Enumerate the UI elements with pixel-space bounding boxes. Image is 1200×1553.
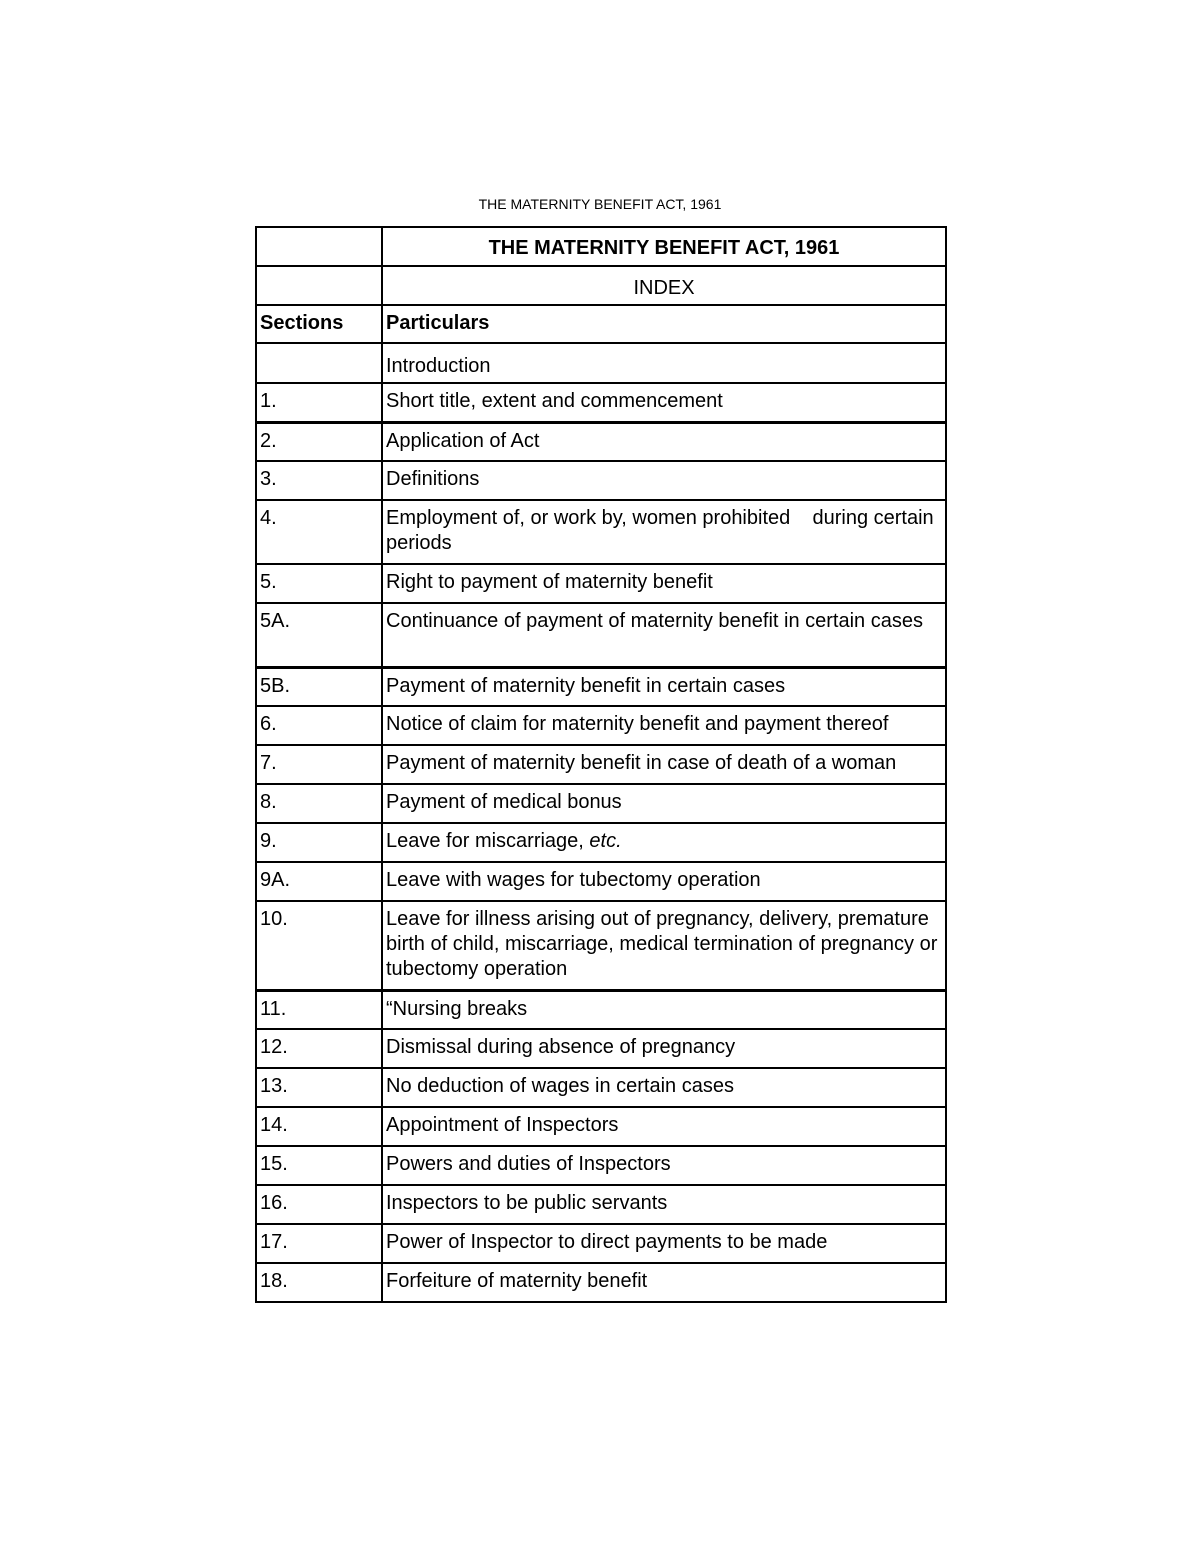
section-number: 10. [256,901,382,990]
table-row [256,1068,946,1107]
table-row [256,1107,946,1146]
table-row [256,1185,946,1224]
section-title: No deduction of wages in certain cases [382,1068,946,1107]
section-number: 12. [256,1029,382,1068]
table-row [256,667,946,706]
section-title: Payment of maternity benefit in certain cases [382,667,946,706]
section-number: 11. [256,990,382,1029]
section-title: Powers and duties of Inspectors [382,1146,946,1185]
section-title: Appointment of Inspectors [382,1107,946,1146]
table-row [256,745,946,784]
section-title: Short title, extent and commencement [382,383,946,422]
table-row [256,1146,946,1185]
table-row [256,1263,946,1302]
table-row [256,422,946,461]
section-title-text: Leave for miscarriage, [386,830,590,852]
table-header-row [256,305,946,343]
empty-cell [256,227,382,266]
index-table [255,226,947,1303]
section-number: 5. [256,564,382,603]
section-title: Payment of medical bonus [382,784,946,823]
section-title: Continuance of payment of maternity benefit in certain cases [382,603,946,667]
header-sections: Sections [256,305,382,343]
table-row [256,603,946,667]
section-title: Power of Inspector to direct payments to be made [382,1224,946,1263]
section-title: Application of Act [382,422,946,461]
section-number: 15. [256,1146,382,1185]
section-title: Notice of claim for maternity benefit and payment thereof [382,706,946,745]
section-title: Definitions [382,461,946,500]
section-title: Right to payment of maternity benefit [382,564,946,603]
table-row [256,1224,946,1263]
table-row [256,990,946,1029]
section-title [382,823,946,862]
section-title: Forfeiture of maternity benefit [382,1263,946,1302]
section-number: 9A. [256,862,382,901]
section-number: 8. [256,784,382,823]
section-title: Dismissal during absence of pregnancy [382,1029,946,1068]
table-row [256,862,946,901]
section-number: 17. [256,1224,382,1263]
section-title-italic: etc. [589,830,622,852]
section-number: 13. [256,1068,382,1107]
section-number: 16. [256,1185,382,1224]
section-number: 5A. [256,603,382,667]
table-row [256,706,946,745]
section-number: 2. [256,422,382,461]
table-subtitle: INDEX [382,266,946,305]
section-number: 18. [256,1263,382,1302]
empty-cell [256,266,382,305]
table-row [256,500,946,564]
intro-cell: Introduction [382,343,946,383]
section-number: 9. [256,823,382,862]
table-title: THE MATERNITY BENEFIT ACT, 1961 [382,227,946,266]
section-title: Employment of, or work by, women prohibited during certain periods [382,500,946,564]
section-title: Payment of maternity benefit in case of death of a woman [382,745,946,784]
section-title: Leave with wages for tubectomy operation [382,862,946,901]
table-subtitle-row [256,266,946,305]
table-row [256,343,946,383]
table-row [256,784,946,823]
section-number: 1. [256,383,382,422]
section-number: 14. [256,1107,382,1146]
table-row [256,461,946,500]
section-title: “Nursing breaks [382,990,946,1029]
empty-cell [256,343,382,383]
section-number: 6. [256,706,382,745]
table-row [256,901,946,990]
running-head: THE MATERNITY BENEFIT ACT, 1961 [478,196,722,212]
section-number: 3. [256,461,382,500]
section-title: Inspectors to be public servants [382,1185,946,1224]
section-number: 4. [256,500,382,564]
table-title-row [256,227,946,266]
section-number: 5B. [256,667,382,706]
section-number: 7. [256,745,382,784]
table-row [256,383,946,422]
table-row [256,564,946,603]
table-row [256,823,946,862]
header-particulars: Particulars [382,305,946,343]
section-title: Leave for illness arising out of pregnancy, delivery, premature birth of child, miscarriage, medical termination of pregnancy or tubectomy operation [382,901,946,990]
table-row [256,1029,946,1068]
